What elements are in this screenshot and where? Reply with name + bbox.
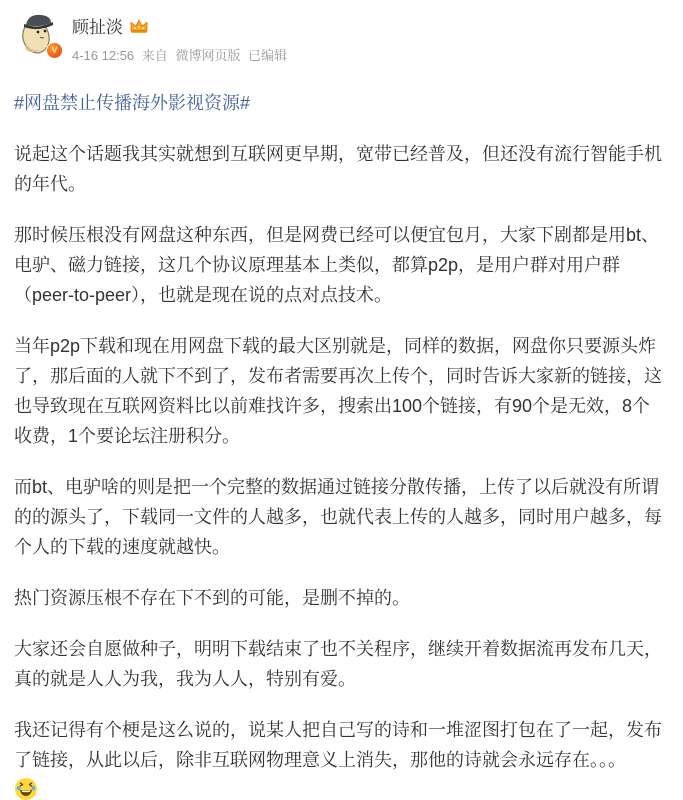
- edited-badge: 已编辑: [248, 48, 288, 63]
- hashtag-link[interactable]: #网盘禁止传播海外影视资源#: [14, 93, 251, 113]
- post-paragraph: 当年p2p下载和现在用网盘下载的最大区别就是，同样的数据，网盘你只要源头炸了，那后面的人就下不到了，发布者需要再次上传个，同时告诉大家新的链接，这也导致现在互联网资料比以前难找许多，搜索出100个链接，有90个是无效，8个收费，1个要论坛注册积分。: [14, 336, 662, 446]
- source-link[interactable]: 微博网页版: [175, 48, 241, 63]
- post-content: [14, 88, 667, 800]
- avatar[interactable]: [14, 10, 60, 56]
- post-paragraph: 而bt、电驴啥的则是把一个完整的数据通过链接分散传播，上传了以后就没有所谓的的源头了，下载同一文件的人越多，也就代表上传的人越多，同时用户越多，每个人的下载的速度就越快。: [14, 477, 662, 557]
- post-paragraph: 说起这个话题我其实就想到互联网更早期，宽带已经普及，但还没有流行智能手机的年代。: [14, 144, 662, 194]
- vip-crown-icon[interactable]: [129, 18, 149, 34]
- post-paragraph: 我还记得有个梗是这么说的，说某人把自己写的诗和一堆涩图打包在了一起，发布了链接，从此以后，除非互联网物理意义上消失，那他的诗就会永远存在。。。: [14, 720, 662, 770]
- emoji-line: [14, 777, 667, 800]
- hashtag-line: [14, 88, 667, 118]
- post-header: [14, 10, 667, 64]
- laugh-cry-emoji: [14, 777, 38, 800]
- timestamp[interactable]: 4-16 12:56: [72, 48, 135, 63]
- post-paragraph: 大家还会自愿做种子，明明下载结束了也不关程序，继续开着数据流再发布几天，真的就是人人为我，我为人人，特别有爱。: [14, 639, 662, 689]
- post-paragraph: 热门资源压根不存在下不到的可能，是删不掉的。: [14, 588, 410, 608]
- post-meta: [72, 45, 291, 64]
- from-label: 来自: [141, 48, 168, 63]
- post-paragraph: 那时候压根没有网盘这种东西，但是网费已经可以便宜包月，大家下剧都是用bt、电驴、磁力链接，这几个协议原理基本上类似，都算p2p，是用户群对用户群（peer-to-peer），也就是现在说的点对点技术。: [14, 225, 660, 305]
- header-text: [72, 10, 291, 64]
- verified-badge-icon: V: [46, 42, 63, 59]
- username[interactable]: 顾扯淡: [72, 18, 123, 37]
